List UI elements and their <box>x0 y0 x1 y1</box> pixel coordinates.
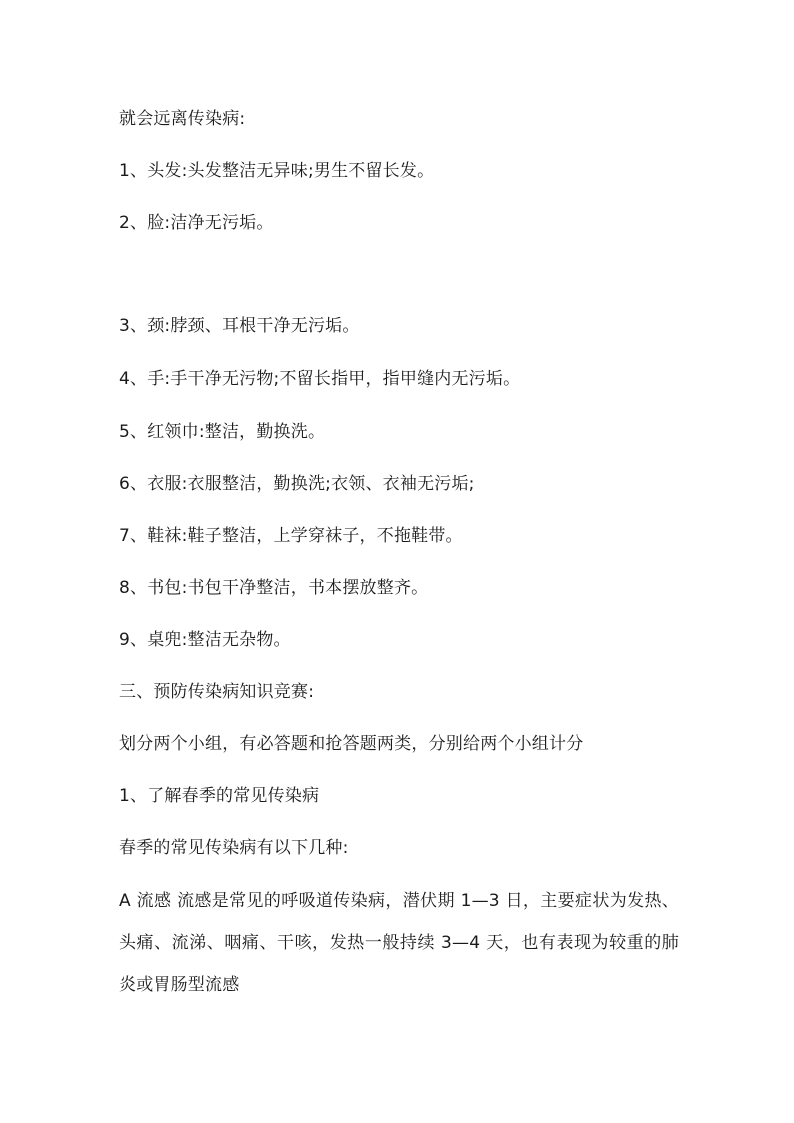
body-paragraph: A 流感 流感是常见的呼吸道传染病，潜伏期 1—3 日，主要症状为发热、头痛、流涕、咽痛、干咳，发热一般持续 3—4 天，也有表现为较重的肺炎或胃肠型流感 <box>119 891 679 995</box>
text-line: 就会远离传染病: <box>119 109 246 129</box>
text-line: 春季的常见传染病有以下几种: <box>119 838 349 858</box>
text-line: 3、颈:脖颈、耳根干净无污垢。 <box>119 316 360 336</box>
text-line: 2、脸:洁净无污垢。 <box>119 213 274 233</box>
text-line: 6、衣服:衣服整洁，勤换洗;衣领、衣袖无污垢; <box>119 474 475 494</box>
text-line: 9、桌兜:整洁无杂物。 <box>119 630 291 650</box>
text-line: 4、手:手干净无污物;不留长指甲，指甲缝内无污垢。 <box>119 369 521 389</box>
section-heading: 三、预防传染病知识竞赛: <box>119 682 315 702</box>
text-line: 1、头发:头发整洁无异味;男生不留长发。 <box>119 161 435 181</box>
text-line: 8、书包:书包干净整洁，书本摆放整齐。 <box>119 578 429 598</box>
subsection-heading: 1、了解春季的常见传染病 <box>119 786 320 806</box>
text-line: 5、红领巾:整洁，勤换洗。 <box>119 422 326 442</box>
text-line: 划分两个小组，有必答题和抢答题两类，分别给两个小组计分 <box>119 734 584 754</box>
text-line: 7、鞋袜:鞋子整洁，上学穿袜子，不拖鞋带。 <box>119 526 463 546</box>
